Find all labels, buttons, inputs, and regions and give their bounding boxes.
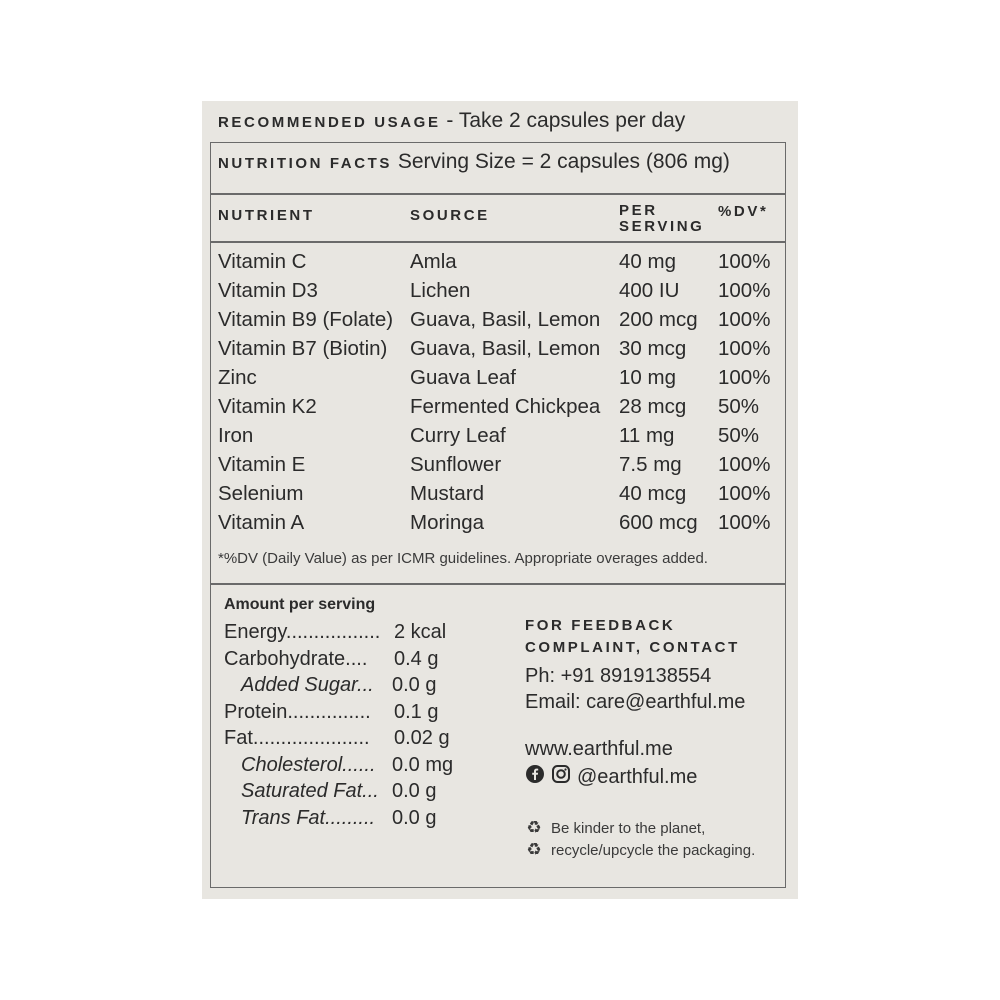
table-row bbox=[218, 279, 784, 308]
nutrient-source: Amla bbox=[410, 250, 457, 273]
nutrient-name: Vitamin B7 (Biotin) bbox=[218, 337, 388, 360]
list-item bbox=[224, 754, 484, 781]
nutrient-amount: 40 mg bbox=[619, 250, 676, 273]
nutrient-source: Mustard bbox=[410, 482, 485, 505]
contact-heading-line2: COMPLAINT, CONTACT bbox=[525, 639, 740, 656]
amount-value: 0.0 g bbox=[392, 780, 437, 802]
nutrient-amount: 7.5 mg bbox=[619, 453, 682, 476]
nutrient-source: Curry Leaf bbox=[410, 424, 506, 447]
table-row bbox=[218, 395, 784, 424]
nutrient-source: Lichen bbox=[410, 279, 471, 302]
header-dv: %DV* bbox=[718, 203, 769, 220]
header-per-serving bbox=[619, 203, 704, 235]
dv-footnote: *%DV (Daily Value) as per ICMR guidelines. Appropriate overages added. bbox=[218, 550, 708, 567]
header-per: PER bbox=[619, 202, 658, 219]
list-item bbox=[224, 807, 484, 834]
list-item bbox=[224, 701, 484, 728]
table-row bbox=[218, 337, 784, 366]
usage-text: - Take 2 capsules per day bbox=[446, 109, 686, 132]
nutrient-amount: 30 mcg bbox=[619, 337, 687, 360]
serving-size: Serving Size = 2 capsules (806 mg) bbox=[397, 150, 730, 173]
nutrient-dv: 100% bbox=[718, 337, 771, 360]
nutrient-name: Vitamin E bbox=[218, 453, 306, 476]
facebook-icon bbox=[525, 764, 545, 790]
nutrient-name: Vitamin K2 bbox=[218, 395, 317, 418]
nutrient-amount: 10 mg bbox=[619, 366, 676, 389]
list-item bbox=[224, 780, 484, 807]
usage-label: RECOMMENDED USAGE bbox=[218, 114, 441, 131]
list-item bbox=[224, 621, 484, 648]
amount-value: 2 kcal bbox=[394, 621, 447, 643]
nutrient-source: Guava, Basil, Lemon bbox=[410, 337, 601, 360]
amount-label: Energy................. bbox=[224, 621, 381, 643]
amount-label: Protein............... bbox=[224, 700, 371, 723]
contact-phone: Ph: +91 8919138554 bbox=[525, 665, 712, 687]
amount-per-serving-list bbox=[224, 621, 484, 833]
nutrient-amount: 400 IU bbox=[619, 279, 680, 302]
list-item bbox=[224, 648, 484, 675]
table-row bbox=[218, 482, 784, 511]
header-serving: SERVING bbox=[619, 218, 705, 235]
nutrient-source: Fermented Chickpea bbox=[410, 395, 601, 418]
amount-value: 0.02 g bbox=[394, 727, 450, 749]
social-handle: @earthful.me bbox=[577, 765, 698, 788]
divider bbox=[210, 241, 786, 243]
nutrient-name: Selenium bbox=[218, 482, 304, 505]
social-handles bbox=[525, 764, 697, 790]
facts-label: NUTRITION FACTS bbox=[218, 155, 392, 172]
nutrient-name: Vitamin A bbox=[218, 511, 305, 534]
recommended-usage bbox=[218, 109, 685, 133]
nutrient-source: Moringa bbox=[410, 511, 485, 534]
nutrient-amount: 40 mcg bbox=[619, 482, 687, 505]
instagram-icon bbox=[551, 764, 571, 790]
nutrient-name: Vitamin D3 bbox=[218, 279, 318, 302]
nutrient-dv: 100% bbox=[718, 279, 771, 302]
amount-value: 0.0 g bbox=[392, 806, 437, 829]
nutrient-dv: 100% bbox=[718, 511, 771, 534]
nutrient-dv: 50% bbox=[718, 395, 760, 418]
eco-text-1: Be kinder to the planet, bbox=[551, 819, 706, 837]
eco-line-1 bbox=[525, 818, 705, 838]
nutrient-amount: 600 mcg bbox=[619, 511, 698, 534]
amount-value: 0.1 g bbox=[394, 700, 439, 723]
nutrient-name: Zinc bbox=[218, 366, 257, 389]
website-link: www.earthful.me bbox=[525, 738, 673, 760]
contact-email: Email: care@earthful.me bbox=[525, 691, 746, 713]
nutrient-name: Vitamin B9 (Folate) bbox=[218, 308, 394, 331]
nutrient-amount: 28 mcg bbox=[619, 395, 687, 418]
list-item bbox=[224, 674, 484, 701]
table-row bbox=[218, 366, 784, 395]
nutrient-dv: 100% bbox=[718, 453, 771, 476]
contact-heading-line1: FOR FEEDBACK bbox=[525, 617, 676, 634]
amount-label: Added Sugar... bbox=[241, 674, 374, 696]
nutrient-dv: 100% bbox=[718, 308, 771, 331]
amount-value: 0.4 g bbox=[394, 647, 439, 670]
amount-label: Trans Fat......... bbox=[241, 806, 376, 829]
eco-line-2 bbox=[525, 840, 755, 860]
table-row bbox=[218, 453, 784, 482]
amount-label: Fat..................... bbox=[224, 727, 370, 749]
table-row bbox=[218, 308, 784, 337]
table-row bbox=[218, 250, 784, 279]
amount-value: 0.0 mg bbox=[392, 753, 454, 776]
table-row bbox=[218, 424, 784, 453]
nutrition-facts-heading bbox=[218, 150, 730, 174]
nutrient-name: Vitamin C bbox=[218, 250, 307, 273]
divider bbox=[210, 583, 786, 585]
nutrient-dv: 100% bbox=[718, 250, 771, 273]
amount-value: 0.0 g bbox=[392, 674, 437, 696]
divider bbox=[210, 193, 786, 195]
nutrient-amount: 200 mcg bbox=[619, 308, 698, 331]
header-nutrient: NUTRIENT bbox=[218, 207, 315, 224]
amount-per-serving-title: Amount per serving bbox=[224, 596, 376, 613]
recycle-icon: ♻ bbox=[526, 840, 542, 859]
table-row bbox=[218, 511, 784, 540]
contact-heading bbox=[525, 615, 740, 659]
recycle-icon: ♻ bbox=[526, 818, 542, 837]
amount-label: Cholesterol...... bbox=[241, 753, 376, 776]
nutrient-amount: 11 mg bbox=[619, 424, 675, 447]
nutrient-source: Sunflower bbox=[410, 453, 502, 476]
eco-text-2: recycle/upcycle the packaging. bbox=[551, 841, 756, 859]
amount-label: Carbohydrate.... bbox=[224, 647, 368, 670]
nutrient-dv: 50% bbox=[718, 424, 760, 447]
header-source: SOURCE bbox=[410, 207, 490, 224]
nutrient-table bbox=[218, 250, 784, 540]
nutrient-dv: 100% bbox=[718, 366, 771, 389]
nutrient-name: Iron bbox=[218, 424, 254, 447]
nutrient-dv: 100% bbox=[718, 482, 771, 505]
amount-label: Saturated Fat... bbox=[241, 780, 379, 802]
list-item bbox=[224, 727, 484, 754]
nutrient-source: Guava, Basil, Lemon bbox=[410, 308, 601, 331]
nutrient-source: Guava Leaf bbox=[410, 366, 516, 389]
